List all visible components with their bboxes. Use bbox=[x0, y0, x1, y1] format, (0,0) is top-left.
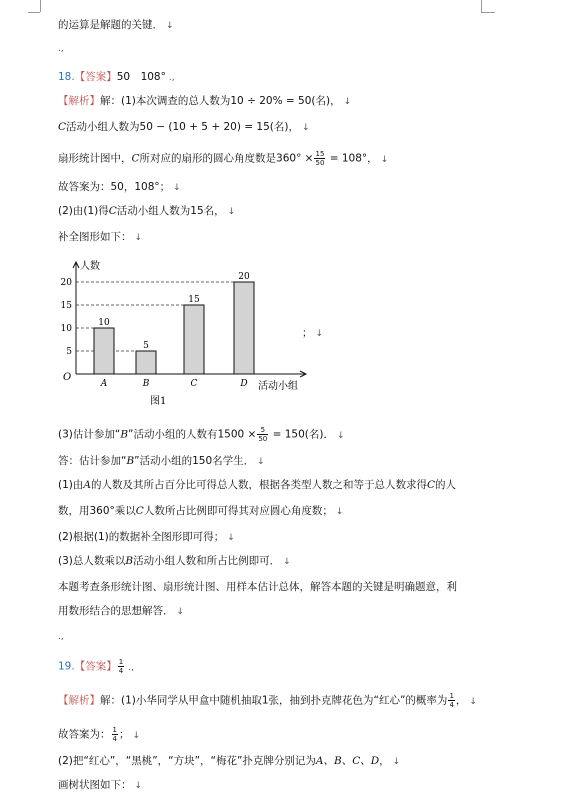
bar-B bbox=[136, 351, 156, 374]
q19-analysis-tag: 【解析】 bbox=[58, 694, 100, 707]
x-tick-label: D bbox=[240, 379, 248, 389]
q19-answer-fraction: $\frac{1}{4}$ bbox=[118, 658, 124, 675]
bar-D bbox=[234, 282, 254, 374]
y-tick-label: 10 bbox=[60, 324, 72, 334]
chart-side-mark: ； ↓ bbox=[302, 327, 324, 339]
q18-answer-line: 18.【答案】50 108° ., bbox=[58, 71, 175, 83]
chart-caption: 图1 bbox=[150, 396, 167, 407]
q18-line1: 【解析】解：(1)本次调查的总人数为10 ÷ 20% = 50(名)， ↓ bbox=[58, 95, 352, 107]
y-tick-label: 5 bbox=[66, 347, 72, 357]
x-tick-label: C bbox=[190, 379, 198, 389]
q18-line6: 补全图形如下： ↓ bbox=[58, 231, 143, 243]
bar-A bbox=[94, 328, 114, 374]
crop-mark-left-h bbox=[28, 12, 40, 13]
line-intro: 的运算是解题的关键． ↓ bbox=[58, 19, 174, 31]
q18-line14: 用数形结合的思想解答． ↓ bbox=[58, 605, 185, 617]
q19-line3: (2)把“红心”，“黑桃”，“方块”，“梅花”扑克牌分别记为A、B、C、D， ↓ bbox=[58, 755, 401, 767]
q18-line3: 扇形统计图中，C所对应的扇形的圆心角度数是360° × $\frac{15}{50}$ = 108°， ↓ bbox=[58, 150, 389, 167]
q18-line5: (2)由(1)得C活动小组人数为15名， ↓ bbox=[58, 205, 236, 217]
q18-line11: (2)根据(1)的数据补全图形即可得； ↓ bbox=[58, 531, 235, 543]
bar-value-label: 15 bbox=[188, 295, 200, 305]
x-tick-label: A bbox=[100, 379, 108, 389]
q18-line7: (3)估计参加“B”活动小组的人数有1500 × $\frac{5}{50}$ = 150(名)． ↓ bbox=[58, 426, 345, 443]
para-mark-2: ., bbox=[58, 632, 64, 642]
y-axis-label: 人数 bbox=[80, 261, 100, 272]
q18-line4: 故答案为：50，108°； ↓ bbox=[58, 181, 181, 193]
q19-line1: 【解析】解：(1)小华同学从甲盒中随机抽取1张，抽到扑克牌花色为“红心”的概率为 $\frac{1}{4}$ ， ↓ bbox=[58, 692, 477, 709]
q19-answer-tag: 【答案】 bbox=[74, 660, 117, 673]
crop-mark-right-h bbox=[481, 12, 495, 13]
q18-line9: (1)由A的人数及其所占百分比可得总人数，根据各类型人数之和等于总人数求得C的人 bbox=[58, 479, 457, 491]
q18-answer: 50 108° bbox=[116, 71, 166, 83]
bar-value-label: 10 bbox=[98, 318, 110, 328]
crop-mark-right bbox=[481, 0, 482, 12]
crop-mark-left bbox=[40, 0, 41, 12]
q19-number: 19. bbox=[58, 660, 75, 673]
bar-value-label: 20 bbox=[238, 272, 250, 282]
fraction-15-50: $\frac{15}{50}$ bbox=[315, 150, 325, 167]
q18-line12: (3)总人数乘以B活动小组人数和所占比例即可． ↓ bbox=[58, 555, 291, 567]
fraction-5-50: $\frac{5}{50}$ bbox=[258, 426, 268, 443]
q19-answer-line: 19.【答案】 $\frac{1}{4}$ ., bbox=[58, 658, 134, 675]
q18-answer-tag: 【答案】 bbox=[74, 71, 117, 83]
q18-number: 18. bbox=[58, 71, 75, 83]
x-tick-label: B bbox=[142, 379, 150, 389]
y-tick-label: 20 bbox=[60, 278, 72, 288]
q18-line2: C活动小组人数为50 − (10 + 5 + 20) = 15(名)， ↓ bbox=[58, 121, 310, 133]
origin-label: O bbox=[63, 372, 72, 383]
q19-line4: 画树状图如下： ↓ bbox=[58, 779, 143, 791]
q18-line8: 答：估计参加“B”活动小组的150名学生． ↓ bbox=[58, 455, 265, 467]
para-mark: ., bbox=[58, 44, 64, 54]
q18-line13: 本题考查条形统计图、扇形统计图、用样本估计总体，解答本题的关键是明确题意，利 bbox=[58, 581, 457, 593]
y-tick-label: 15 bbox=[60, 301, 72, 311]
q18-analysis-tag: 【解析】 bbox=[58, 95, 100, 107]
bar-C bbox=[184, 305, 204, 374]
q18-line10: 数，用360°乘以C人数所占比例即可得其对应圆心角度数； ↓ bbox=[58, 505, 344, 517]
bar-value-label: 5 bbox=[143, 341, 149, 351]
x-axis-label: 活动小组 bbox=[258, 381, 298, 392]
q19-line2: 故答案为： $\frac{1}{4}$ ； ↓ bbox=[58, 726, 141, 743]
